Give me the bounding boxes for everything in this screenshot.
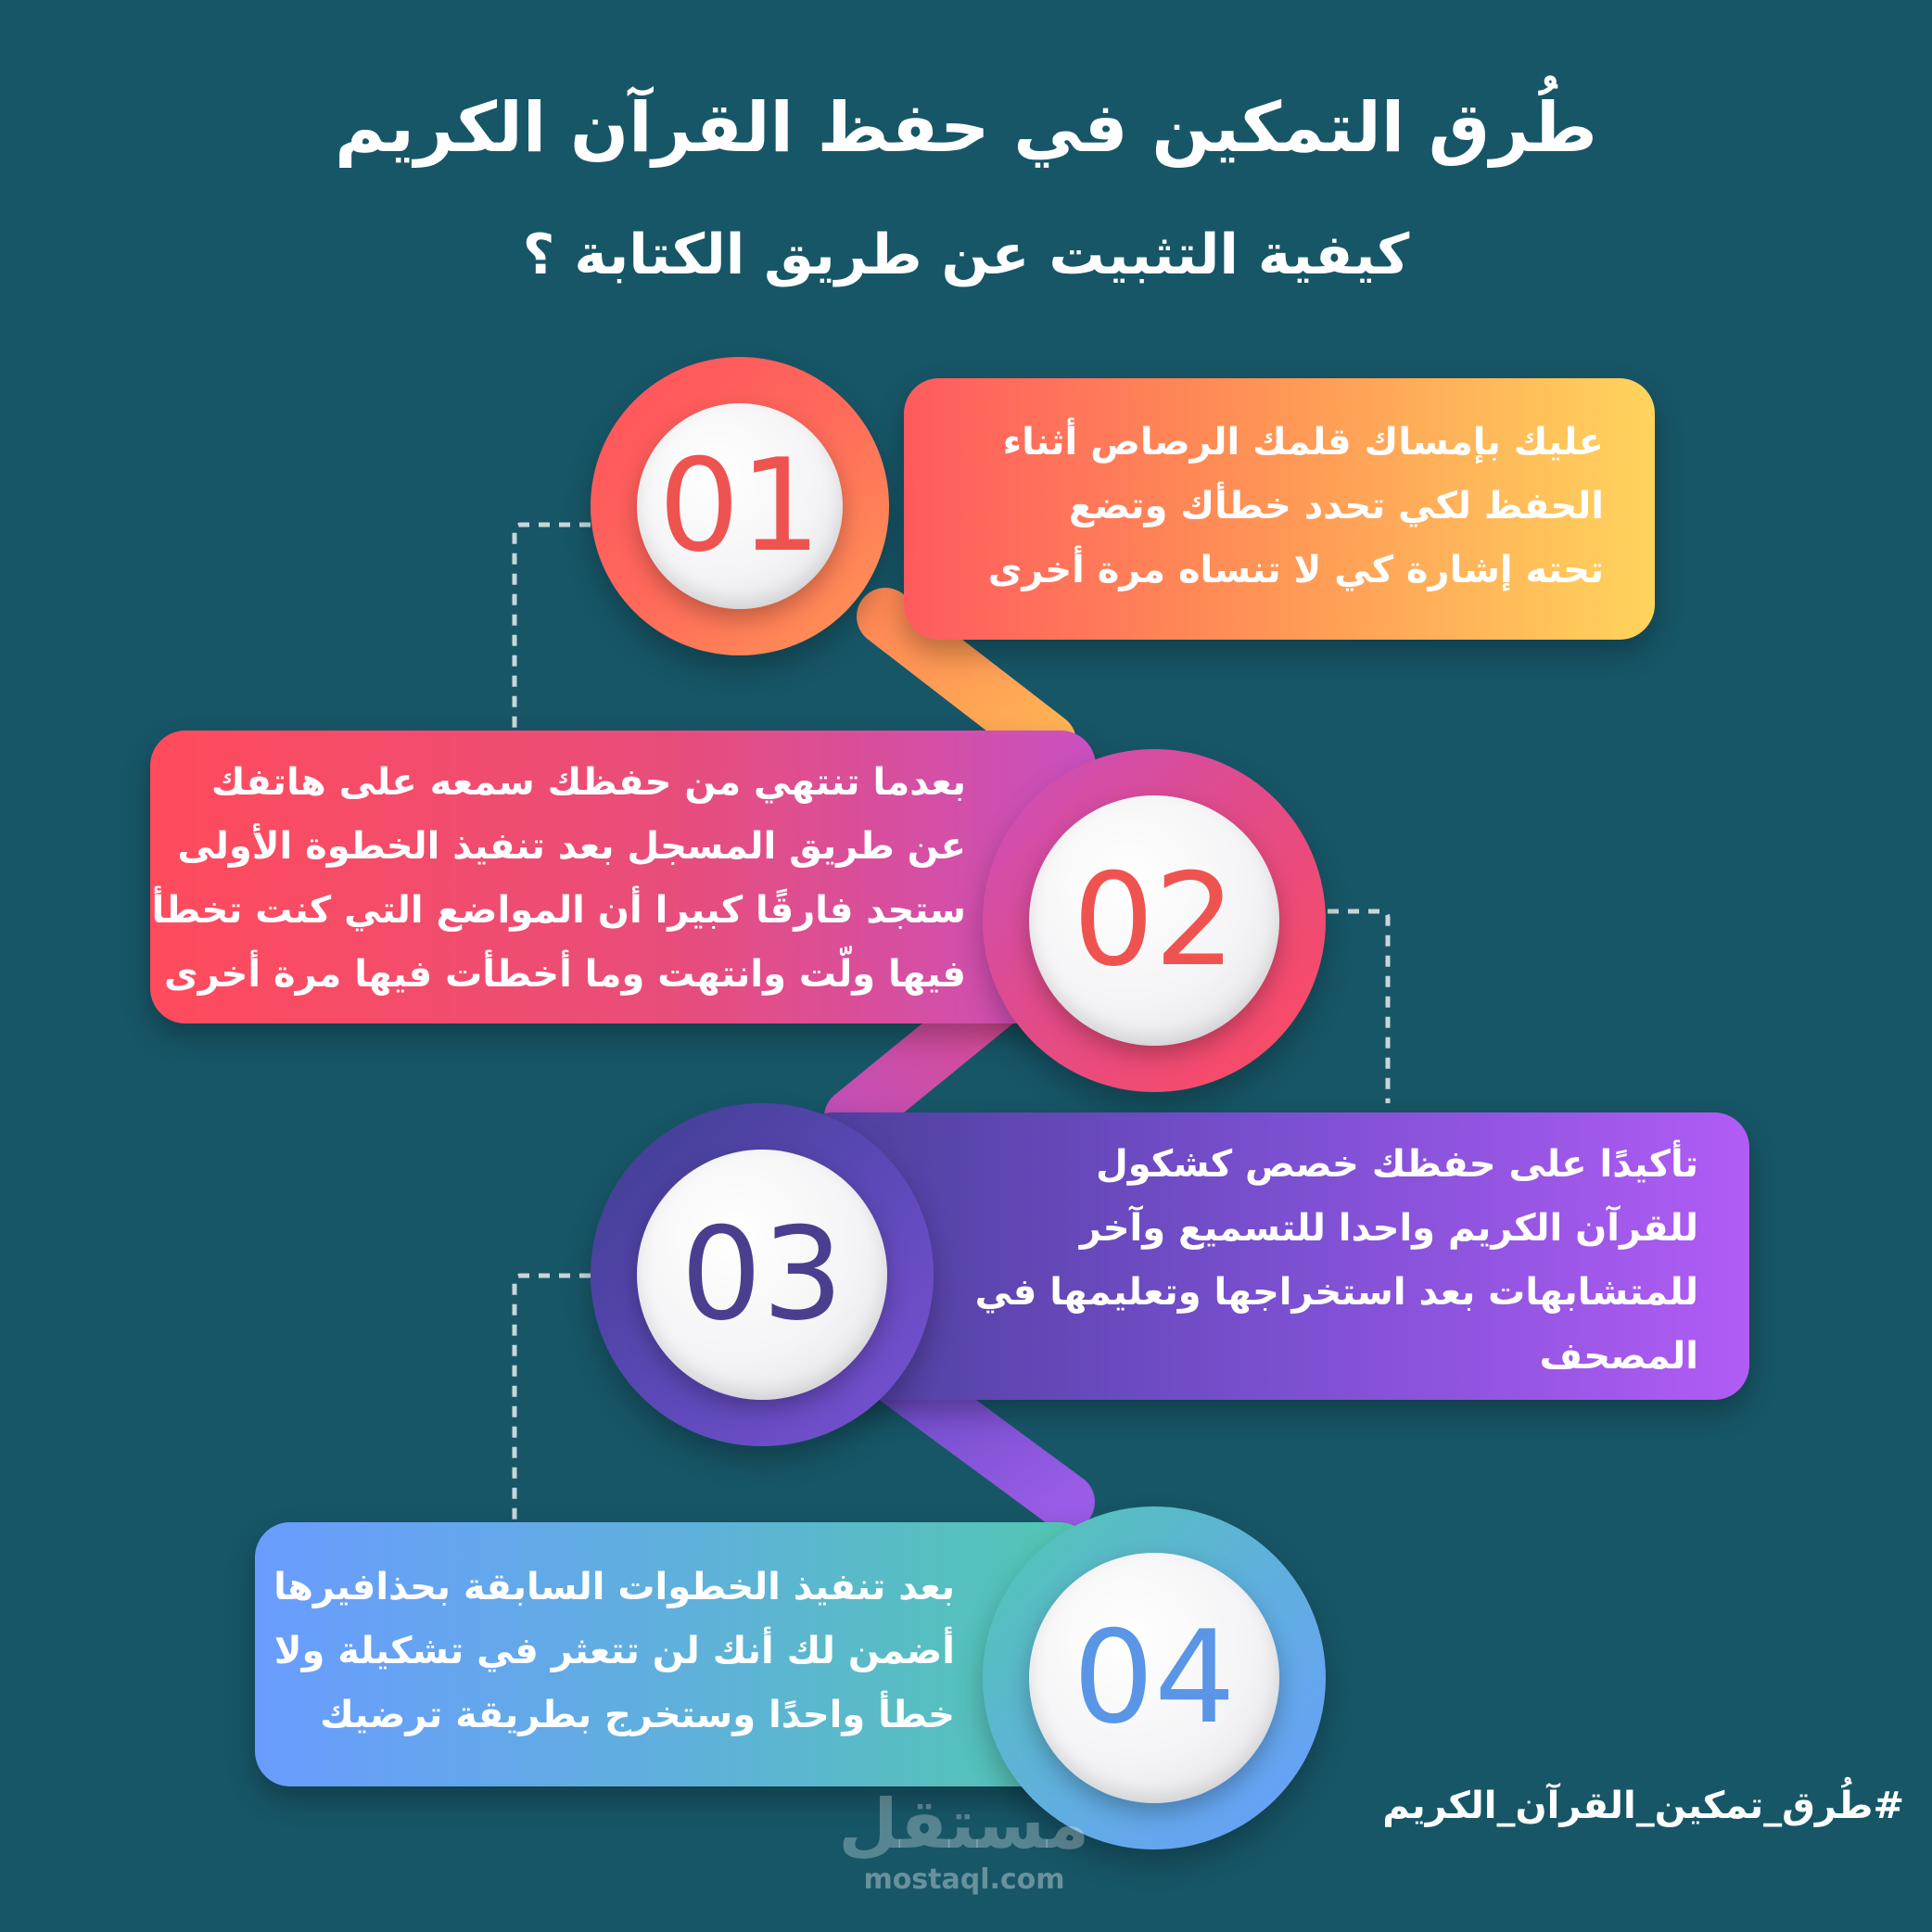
hashtag: #طُرق_تمكين_القرآن_الكريم [1382,1785,1904,1827]
step-2-line: بعدما تنتهي من حفظك سمعه على هاتفك [210,761,966,804]
page-subtitle: كيفية التثبيت عن طريق الكتابة ؟ [522,222,1410,287]
step-card-3 [797,1112,1749,1400]
step-3-line: للقرآن الكريم واحدا للتسميع وآخر [1079,1207,1698,1250]
dashed-connector-1 [515,525,591,728]
step-number-2: 02 [1073,845,1236,995]
step-number-4: 04 [1073,1603,1236,1752]
step-number-3: 03 [680,1200,844,1349]
dashed-connector-2 [1328,911,1388,1103]
step-bubble-3 [591,1103,934,1446]
step-card-2 [150,731,1096,1023]
step-text-3 [975,1133,1698,1389]
mostaql-url: mostaql.com [863,1863,1065,1896]
step-text-2 [152,751,967,1007]
page-title: طُرق التمكين في حفظ القرآن الكريم [335,88,1597,168]
step-4-line: أضمن لك أنك لن تتعثر في تشكيلة ولا [273,1630,955,1672]
step-4-line: خطأ واحدًا وستخرج بطريقة ترضيك [320,1694,955,1736]
step-card-4 [255,1522,1094,1786]
step-4-line: بعد تنفيذ الخطوات السابقة بحذافيرها [273,1566,955,1608]
step-card-1 [904,378,1655,640]
step-number-1: 01 [658,431,821,580]
step-2-line: ستجد فارقًا كبيرا أن المواضع التي كنت تخطأ [151,889,966,932]
step-3-line: تأكيدًا على حفظك خصص كشكول [1096,1143,1698,1186]
step-3-line: المصحف [1539,1335,1698,1378]
step-1-line: عليك بإمساك قلمك الرصاص أثناء [1002,421,1604,464]
step-bubble-2 [983,749,1326,1092]
step-text-1 [988,411,1604,603]
dashed-connector-3 [515,1276,591,1520]
mostaql-logo: مستقل [838,1785,1089,1864]
step-1-line: تحته إشارة كي لا تنساه مرة أخرى [987,549,1604,591]
step-text-4 [273,1556,955,1748]
step-2-line: عن طريق المسجل بعد تنفيذ الخطوة الأولى [177,825,966,868]
step-3-line: للمتشابهات بعد استخراجها وتعليمها في [974,1271,1698,1314]
step-bubble-1 [591,357,889,655]
step-1-line: الحفظ لكي تحدد خطأك وتضع [1068,485,1604,527]
step-2-line: فيها ولّت وانتهت وما أخطأت فيها مرة أخرى [164,953,966,996]
